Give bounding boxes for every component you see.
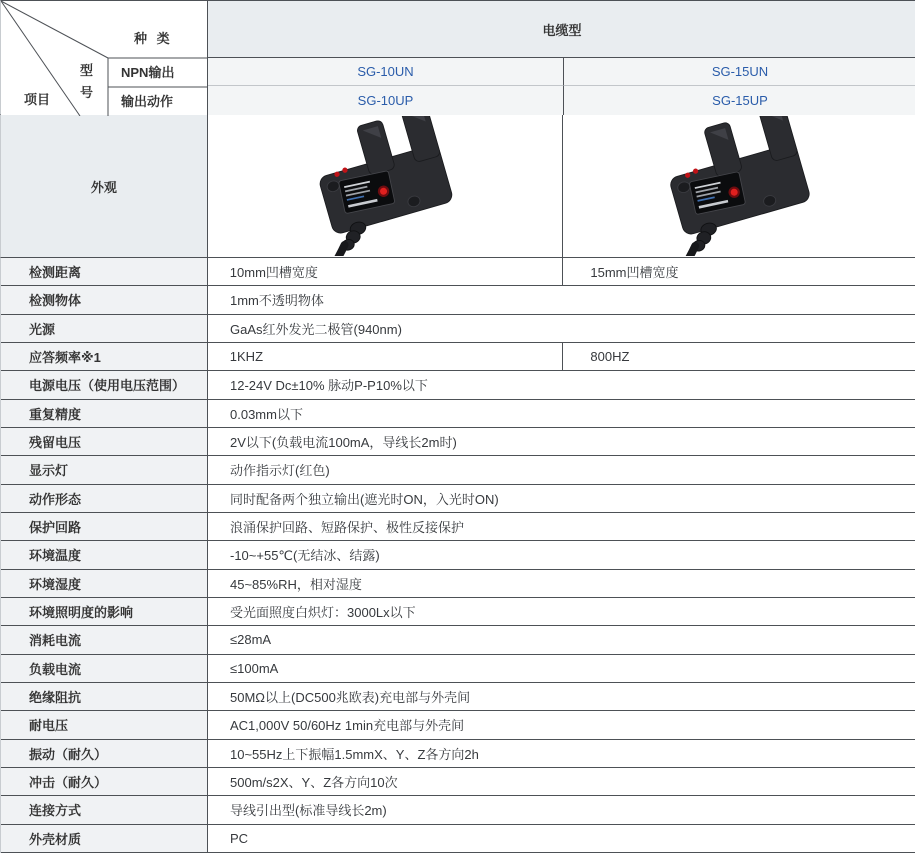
corner-item-label: 项目: [24, 92, 51, 107]
spec-row-label: 振动（耐久）: [1, 740, 208, 767]
table-row: [1, 796, 915, 824]
spec-value-right: 15mm凹槽宽度: [562, 258, 915, 285]
spec-row-label: 环境湿度: [1, 570, 208, 597]
corner-model-label: [80, 60, 93, 104]
output-action-label: 输出动作: [121, 94, 174, 109]
model-sg15up: SG-15UP: [563, 86, 915, 115]
table-row: [1, 740, 915, 768]
spec-rows: [0, 258, 915, 853]
spec-row-label: 绝缘阻抗: [1, 683, 208, 710]
spec-value: ≤100mA: [208, 655, 915, 682]
spec-row-label: 冲击（耐久）: [1, 768, 208, 795]
table-row: [1, 711, 915, 739]
table-row: [1, 343, 915, 371]
spec-value-left: 1KHZ: [208, 343, 563, 370]
npn-output-label: NPN输出: [121, 65, 175, 80]
corner-kind-label: 种 类: [134, 31, 173, 46]
spec-row-label: 耐电压: [1, 711, 208, 738]
spec-row-label: 应答频率※1: [1, 343, 208, 370]
spec-value: 50MΩ以上(DC500兆欧表)充电部与外壳间: [208, 683, 915, 710]
table-row: [1, 315, 915, 343]
spec-row-label: 保护回路: [1, 513, 208, 540]
spec-row-label: 消耗电流: [1, 626, 208, 653]
spec-row-label: 重复精度: [1, 400, 208, 427]
spec-value: 受光面照度白炽灯：3000Lx以下: [208, 598, 915, 625]
spec-value: 500m/s2X、Y、Z各方向10次: [208, 768, 915, 795]
appearance-row: [0, 115, 915, 258]
cable-type-header: 电缆型: [208, 1, 915, 57]
spec-value: 浪涌保护回路、短路保护、极性反接保护: [208, 513, 915, 540]
spec-value: 10~55Hz上下振幅1.5mmX、Y、Z各方向2h: [208, 740, 915, 767]
table-row: [1, 570, 915, 598]
spec-row-label: 光源: [1, 315, 208, 342]
spec-value: 2V以下(负载电流100mA，导线长2m时): [208, 428, 915, 455]
table-row: [1, 598, 915, 626]
spec-row-label: 检测距离: [1, 258, 208, 285]
spec-value-right: 800HZ: [562, 343, 915, 370]
table-row: [1, 825, 915, 853]
spec-row-label: 动作形态: [1, 485, 208, 512]
table-row: [1, 768, 915, 796]
spec-row-label: 外壳材质: [1, 825, 208, 852]
spec-row-label: 连接方式: [1, 796, 208, 823]
spec-value: AC1,000V 50/60Hz 1min充电部与外壳间: [208, 711, 915, 738]
spec-value: -10~+55℃(无结冰、结露): [208, 541, 915, 568]
table-row: [1, 371, 915, 399]
table-row: [1, 513, 915, 541]
corner-model-char-top: 型: [80, 63, 94, 78]
table-row: [1, 286, 915, 314]
spec-row-label: 环境温度: [1, 541, 208, 568]
model-sg15un: SG-15UN: [563, 57, 915, 86]
spec-row-label: 负载电流: [1, 655, 208, 682]
slot-sensor-15mm-photo: [624, 116, 854, 256]
table-row: [1, 655, 915, 683]
model-sg10up: SG-10UP: [208, 86, 563, 115]
spec-value: 同时配备两个独立输出(遮光时ON，入光时ON): [208, 485, 915, 512]
appearance-cell-right: [562, 115, 915, 257]
spec-row-label: 检测物体: [1, 286, 208, 313]
table-row: [1, 456, 915, 484]
table-row: [1, 485, 915, 513]
spec-value: 动作指示灯(红色): [208, 456, 915, 483]
table-row: [1, 626, 915, 654]
spec-value: 12-24V Dc±10% 脉动P-P10%以下: [208, 371, 915, 398]
spec-value: ≤28mA: [208, 626, 915, 653]
table-header: [0, 0, 915, 115]
spec-value: 1mm不透明物体: [208, 286, 915, 313]
spec-row-label: 环境照明度的影响: [1, 598, 208, 625]
corner-header-cell: [1, 1, 208, 115]
spec-value: PC: [208, 825, 915, 852]
appearance-label: 外观: [1, 115, 208, 257]
appearance-cell-left: [208, 115, 563, 257]
spec-value: 导线引出型(标准导线长2m): [208, 796, 915, 823]
table-row: [1, 541, 915, 569]
spec-row-label: 电源电压（使用电压范围）: [1, 371, 208, 398]
table-row: [1, 428, 915, 456]
table-row: [1, 400, 915, 428]
spec-value: 45~85%RH，相对湿度: [208, 570, 915, 597]
spec-row-label: 残留电压: [1, 428, 208, 455]
spec-value-left: 10mm凹槽宽度: [208, 258, 563, 285]
table-row: [1, 683, 915, 711]
slot-sensor-10mm-photo: [270, 116, 500, 256]
model-sg10un: SG-10UN: [208, 57, 563, 86]
corner-model-char-bottom: 号: [80, 85, 94, 100]
table-row: [1, 258, 915, 286]
spec-value: 0.03mm以下: [208, 400, 915, 427]
spec-value: GaAs红外发光二极管(940nm): [208, 315, 915, 342]
spec-row-label: 显示灯: [1, 456, 208, 483]
